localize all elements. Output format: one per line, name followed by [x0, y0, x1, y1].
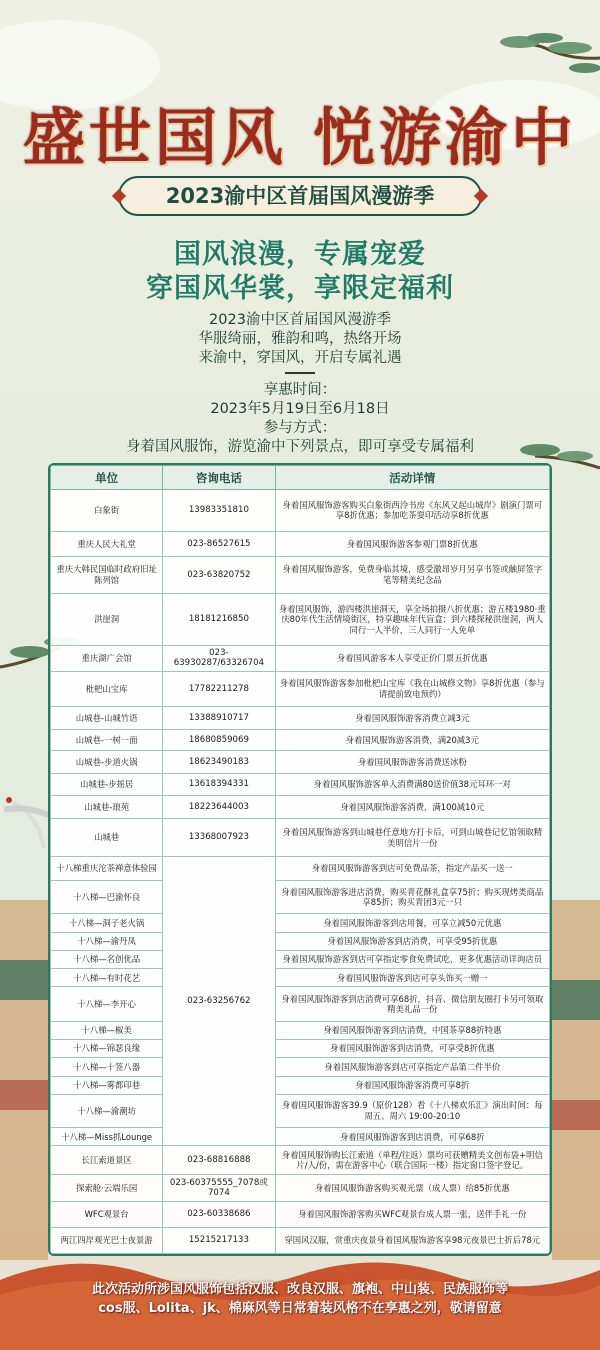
table-row: [51, 1040, 550, 1058]
intro-line-2: 华服绮丽，雅韵和鸣，热络开场: [198, 331, 402, 347]
table-row: [51, 969, 550, 987]
cell-phone: 023-63930287/63326704: [163, 645, 275, 671]
cell-detail: 穿国风汉服，赏重庆夜景身着国风服饰游客享98元夜景巴士折后78元: [275, 1228, 549, 1254]
cell-unit: 十八梯—巴渝怀良: [51, 881, 163, 914]
cell-unit: 重庆大韩民国临时政府旧址陈列馆: [51, 556, 163, 594]
cell-unit: 十八梯—名创优品: [51, 950, 163, 968]
cell-unit: 山城巷-琅苑: [51, 796, 163, 819]
footer-note: [0, 1280, 600, 1318]
cell-unit: 山城巷: [51, 818, 163, 857]
cell-phone: 18623490183: [163, 751, 275, 774]
cell-unit: 山城巷-山城竹语: [51, 707, 163, 730]
cell-unit: 枇杷山宝库: [51, 671, 163, 706]
table-row: [51, 818, 550, 857]
footer-line-1: 此次活动所涉国风服饰包括汉服、改良汉服、旗袍、中山装、民族服饰等: [91, 1282, 508, 1297]
cell-unit: 十八梯—Miss抓Lounge: [51, 1128, 163, 1146]
cell-phone: 023-68816888: [163, 1146, 275, 1175]
architecture-decoration: [552, 900, 600, 1260]
table-row: [51, 671, 550, 706]
cell-unit: 两江四岸观光巴士夜景游: [51, 1228, 163, 1254]
method-label: 参与方式：: [263, 420, 337, 436]
cell-unit: 十八梯—十签八器: [51, 1058, 163, 1076]
cell-phone: 18680859069: [163, 729, 275, 750]
cell-phone: 023-60375555_7078或7074: [163, 1175, 275, 1202]
cell-unit: 长江索道景区: [51, 1146, 163, 1175]
cell-unit: 重庆湖广会馆: [51, 645, 163, 671]
cell-detail: 身着国风服饰游客单人消费满80送价值38元耳环一对: [275, 773, 549, 796]
method-text: 身着国风服饰，游览渝中下列景点，即可享受专属福利: [126, 439, 474, 455]
table-row: [51, 556, 550, 594]
cell-unit: 十八梯重庆沱茶禅意体验园: [51, 857, 163, 881]
divider: [285, 372, 315, 374]
cell-detail: 身着国风服饰游客39.9（原价128）看《十八梯欢乐汇》演出时间：每周五、周六 19:00-20:10: [275, 1094, 549, 1127]
table-row: [51, 773, 550, 796]
cell-detail: 身着国风服饰游客消费，满100减10元: [275, 796, 549, 819]
cell-detail: 身着国风服饰游客到店消费可享68折，抖音、微信朋友圈打卡另可领取精美礼品一份: [275, 987, 549, 1021]
event-subtitle-badge: 2023渝中区首届国风漫游季: [118, 176, 482, 216]
table-row: [51, 987, 550, 1021]
cell-unit: 山城巷-步摇居: [51, 773, 163, 796]
cell-phone: 023-63256762: [163, 857, 275, 1146]
table-row: [51, 1175, 550, 1202]
table-row: [51, 594, 550, 646]
slogan-line-1: 国风浪漫，专属宠爱: [174, 239, 426, 270]
cell-detail: 身着国风服饰游客到店可免费品茶，指定产品买一送一: [275, 857, 549, 881]
table-row: [51, 881, 550, 914]
cell-detail: 身着国风服饰游客到店可享指定产品第二件半价: [275, 1058, 549, 1076]
cell-detail: 身着国风服饰游客到店可享指定零食免费试吃，更多优惠活动详询店员: [275, 950, 549, 968]
cell-phone: 13983351810: [163, 490, 275, 532]
cell-detail: 身着国风服饰游客到店消费，可享68折: [275, 1128, 549, 1146]
cell-phone: 18223644003: [163, 796, 275, 819]
cell-detail: 身着国风服饰游客进店消费，购买青花酥礼盒享75折；购买现烤类商品享85折；购买青团3元一只: [275, 881, 549, 914]
table-row: [51, 950, 550, 968]
cell-detail: 身着国风服饰游客到店消费，可享受95折优惠: [275, 932, 549, 950]
intro-line-1: 2023渝中区首届国风漫游季: [209, 312, 391, 328]
cell-phone: 023-60338686: [163, 1202, 275, 1228]
period-label: 享惠时间：: [263, 382, 337, 398]
cell-unit: 山城巷-步道火锅: [51, 751, 163, 774]
cell-detail: 身着国风服饰游客消费，满20减3元: [275, 729, 549, 750]
cell-detail: 身着国风服饰游客购买WFC观景台成人票一张，送伴手礼一份: [275, 1202, 549, 1228]
table-row: [51, 531, 550, 556]
cell-detail: 身着国风服饰游客到店消费，中国茶享88折特惠: [275, 1021, 549, 1039]
slogan-line-2: 穿国风华裳，享限定福利: [146, 273, 454, 304]
footer-line-2: cos服、Lolita、jk、棉麻风等日常着装风格不在享惠之列，敬请留意: [98, 1301, 502, 1316]
cell-detail: 身着国风服饰游客到山城巷任意地方打卡后，可到山城巷记忆馆领取精美明信片一份: [275, 818, 549, 857]
table-row: [51, 707, 550, 730]
table-row: [51, 751, 550, 774]
cell-detail: 身着国风服饰游客到店用餐，可享立减50元优惠: [275, 914, 549, 932]
cell-unit: 十八梯—雾都印巷: [51, 1076, 163, 1094]
cell-phone: 17782211278: [163, 671, 275, 706]
title-part-2: 悦游渝中: [313, 101, 578, 174]
cell-unit: 十八梯—洞子老火锅: [51, 914, 163, 932]
cell-unit: 山城巷-一树一面: [51, 729, 163, 750]
table-row: [51, 490, 550, 532]
page-title: [0, 88, 600, 177]
crane-icon: [4, 790, 54, 850]
cell-detail: 身着国风服饰，游四楼洪崖洞天，享全场拍摄八折优惠；游五楼1980·重庆80年代生活情境街区，特享趣味年代盲盒；到六楼探秘洪崖洞，两人同行一人半价，三人同行一人免单: [275, 594, 549, 646]
table-row: [51, 932, 550, 950]
cell-phone: 023-63820752: [163, 556, 275, 594]
architecture-decoration: [0, 900, 48, 1260]
cell-detail: 身着国风服饰游客参观门票8折优惠: [275, 531, 549, 556]
table-row: [51, 1128, 550, 1146]
table-row: [51, 1228, 550, 1254]
pine-branch-icon: [490, 18, 600, 88]
table-row: [51, 914, 550, 932]
period-dates: 2023年5月19日至6月18日: [210, 401, 390, 417]
cell-unit: 重庆人民大礼堂: [51, 531, 163, 556]
cell-phone: 13618394331: [163, 773, 275, 796]
cell-detail: 身着国风游客本人享受正价门票五折优惠: [275, 645, 549, 671]
cell-detail: 身着国风服饰游客购买观光票（成人票）给85折优惠: [275, 1175, 549, 1202]
cell-detail: 身着国风服饰购长江索道（单程/往返）票均可获赠精美文创布袋+明信片/人/份，需在游客中心（联合国际一楼）指定窗口签字登记。: [275, 1146, 549, 1175]
cell-detail: 身着国风服饰游客到店可享头饰买一赠一: [275, 969, 549, 987]
table-row: [51, 1202, 550, 1228]
cell-detail: 身着国风服饰游客消费送冰粉: [275, 751, 549, 774]
cell-unit: 十八梯—李开心: [51, 987, 163, 1021]
cell-detail: 身着国风服饰游客购买白象街西泠书房《东风又起山城岸》剧演门票可享8折优惠；参加吃茶耍印活动享8折优惠: [275, 490, 549, 532]
table-body: [51, 490, 550, 1254]
cell-phone: 13368007923: [163, 818, 275, 857]
cell-detail: 身着国风服饰游客消费可享8折: [275, 1076, 549, 1094]
table-row: [51, 1021, 550, 1039]
cell-phone: 15215217133: [163, 1228, 275, 1254]
cell-detail: 身着国风服饰游客参加枇杷山宝库《我在山城修文物》享8折优惠（参与请提前致电预约）: [275, 671, 549, 706]
table-row: [51, 1058, 550, 1076]
cell-unit: 洪崖洞: [51, 594, 163, 646]
cell-unit: 十八梯—锦瑟良缘: [51, 1040, 163, 1058]
cell-unit: 十八梯—有时花艺: [51, 969, 163, 987]
header-unit: 单位: [51, 466, 163, 490]
table-row: [51, 1076, 550, 1094]
cell-detail: 身着国风服饰游客到店消费，可享受8折优惠: [275, 1040, 549, 1058]
cell-unit: 十八梯—渝潮坊: [51, 1094, 163, 1127]
cell-detail: 身着国风服饰游客，免费身临其境，感受激昂岁月另享书签或触屏签字笔等精美纪念品: [275, 556, 549, 594]
cell-unit: 白象街: [51, 490, 163, 532]
intro-line-3: 来渝中，穿国风，开启专属礼遇: [198, 350, 402, 366]
header-detail: 活动详情: [275, 466, 549, 490]
cell-phone: 18181216850: [163, 594, 275, 646]
cell-unit: 十八梯—渝丹凤: [51, 932, 163, 950]
cell-unit: 十八梯—椒美: [51, 1021, 163, 1039]
cell-unit: 探索舱·云端乐园: [51, 1175, 163, 1202]
table-row: [51, 1094, 550, 1127]
table-header-row: [51, 466, 550, 490]
table-row: [51, 1146, 550, 1175]
cell-phone: 13388910717: [163, 707, 275, 730]
table-row: [51, 645, 550, 671]
cell-phone: 023-86527615: [163, 531, 275, 556]
table-row: [51, 729, 550, 750]
offers-table: [48, 463, 552, 1256]
table-row: [51, 796, 550, 819]
title-part-1: 盛世国风: [22, 101, 287, 174]
table-row: [51, 857, 550, 881]
header-phone: 咨询电话: [163, 466, 275, 490]
cell-unit: WFC观景台: [51, 1202, 163, 1228]
cell-detail: 身着国风服饰游客消费立减3元: [275, 707, 549, 730]
